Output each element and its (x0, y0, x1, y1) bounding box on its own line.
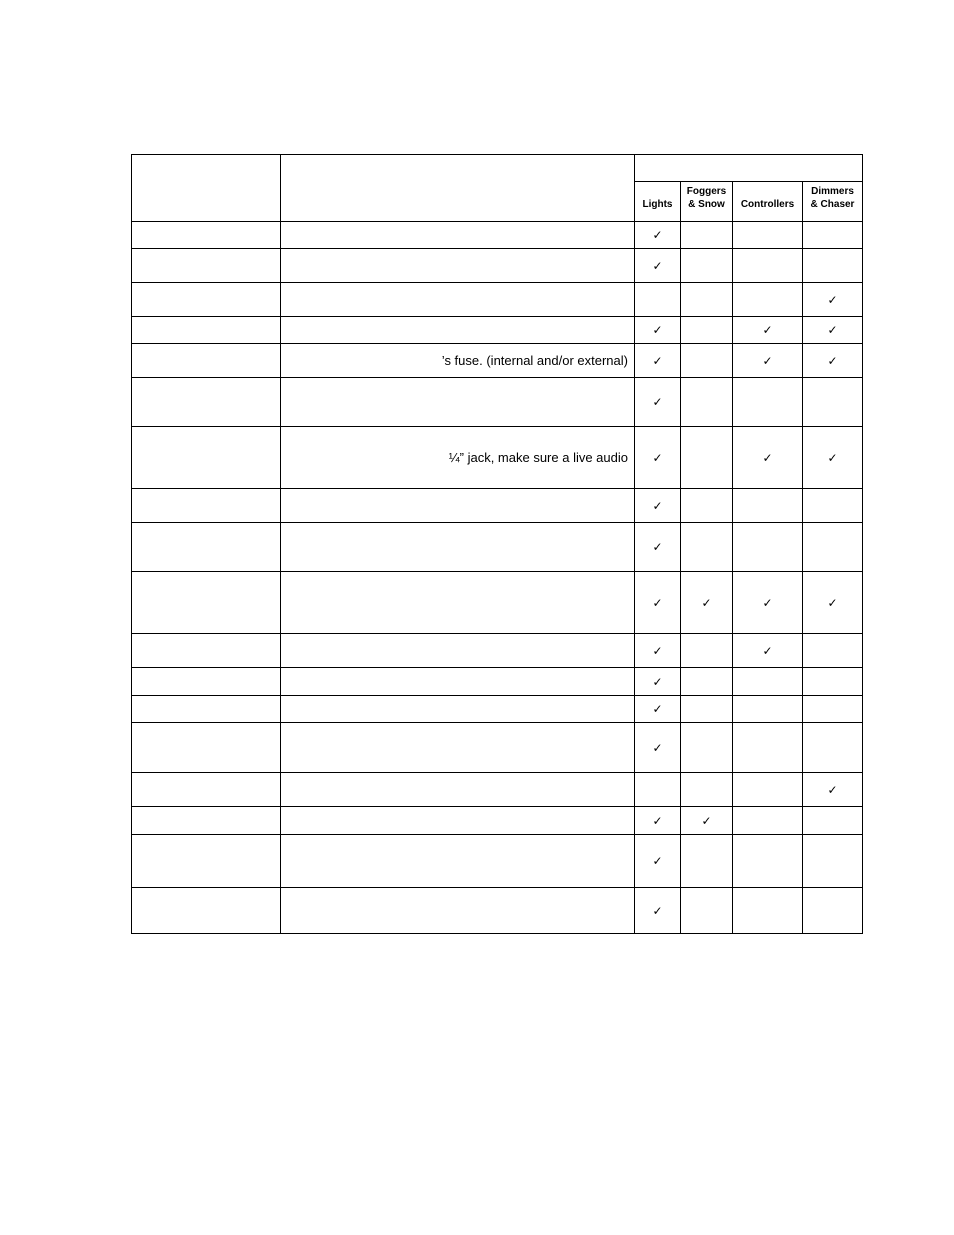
solution-cell (281, 378, 635, 427)
check-cell (635, 668, 681, 696)
check-mark-icon: ✓ (762, 353, 773, 368)
header-cell-product-group (635, 155, 863, 182)
check-cell (681, 427, 733, 489)
problem-cell (132, 378, 281, 427)
solution-cell (281, 489, 635, 523)
table-row (132, 378, 863, 427)
table-row (132, 835, 863, 888)
table-row (132, 249, 863, 283)
check-cell (733, 888, 803, 934)
check-cell (803, 696, 863, 723)
check-cell (681, 807, 733, 835)
check-cell (733, 344, 803, 378)
check-mark-icon: ✓ (652, 674, 663, 689)
check-cell (635, 378, 681, 427)
check-cell (681, 696, 733, 723)
check-cell (733, 572, 803, 634)
problem-cell (132, 773, 281, 807)
check-mark-icon: ✓ (652, 395, 663, 409)
check-cell (803, 572, 863, 634)
check-cell (681, 283, 733, 317)
table-row (132, 634, 863, 668)
check-cell (635, 696, 681, 723)
check-cell (635, 427, 681, 489)
check-cell (803, 283, 863, 317)
check-cell (681, 773, 733, 807)
check-mark-icon: ✓ (827, 323, 838, 337)
problem-cell (132, 222, 281, 249)
check-mark-icon: ✓ (652, 595, 663, 610)
check-cell (681, 489, 733, 523)
check-cell (681, 572, 733, 634)
table-row (132, 807, 863, 835)
problem-cell (132, 523, 281, 572)
problem-cell (132, 807, 281, 835)
check-cell (803, 222, 863, 249)
check-cell (803, 317, 863, 344)
check-mark-icon: ✓ (652, 740, 663, 755)
problem-cell (132, 427, 281, 489)
problem-cell (132, 344, 281, 378)
solution-cell (281, 317, 635, 344)
check-mark-icon: ✓ (762, 595, 773, 610)
check-cell (681, 634, 733, 668)
column-header-lights: Lights (635, 182, 681, 222)
solution-cell (281, 283, 635, 317)
solution-cell (281, 222, 635, 249)
table-row (132, 489, 863, 523)
table-row (132, 696, 863, 723)
check-cell (803, 427, 863, 489)
check-cell (803, 634, 863, 668)
check-cell (733, 723, 803, 773)
troubleshooting-table (131, 154, 863, 934)
check-cell (635, 283, 681, 317)
solution-cell (281, 807, 635, 835)
check-cell (803, 888, 863, 934)
table-row (132, 572, 863, 634)
header-row-top (132, 155, 863, 182)
check-mark-icon: ✓ (827, 292, 838, 307)
table-row (132, 723, 863, 773)
problem-cell (132, 723, 281, 773)
solution-cell (281, 249, 635, 283)
check-cell (803, 344, 863, 378)
check-mark-icon: ✓ (701, 595, 712, 610)
check-mark-icon: ✓ (652, 702, 663, 716)
check-cell (635, 888, 681, 934)
problem-cell (132, 888, 281, 934)
check-cell (681, 668, 733, 696)
check-mark-icon: ✓ (652, 498, 663, 513)
problem-cell (132, 283, 281, 317)
solution-cell (281, 634, 635, 668)
check-cell (733, 249, 803, 283)
check-cell (635, 723, 681, 773)
check-cell (635, 317, 681, 344)
column-header-foggers (681, 182, 733, 222)
check-cell (803, 523, 863, 572)
solution-cell: ¼” jack, make sure a live audio (281, 427, 635, 489)
table-row (132, 427, 863, 489)
problem-cell (132, 668, 281, 696)
solution-cell (281, 835, 635, 888)
column-header-dimmers (803, 182, 863, 222)
solution-cell: ’s fuse. (internal and/or external) (281, 344, 635, 378)
table-row (132, 283, 863, 317)
check-cell (733, 807, 803, 835)
check-cell (803, 489, 863, 523)
check-mark-icon: ✓ (652, 228, 663, 242)
check-cell (733, 427, 803, 489)
check-mark-icon: ✓ (652, 540, 663, 554)
check-cell (733, 835, 803, 888)
check-cell (681, 249, 733, 283)
check-cell (803, 773, 863, 807)
check-mark-icon: ✓ (652, 258, 663, 273)
check-cell (635, 572, 681, 634)
check-cell (733, 283, 803, 317)
solution-cell (281, 773, 635, 807)
check-cell (681, 835, 733, 888)
check-mark-icon: ✓ (827, 782, 838, 797)
check-cell (635, 222, 681, 249)
check-cell (681, 378, 733, 427)
product-table (131, 154, 862, 934)
check-cell (635, 807, 681, 835)
header-cell-problem (132, 155, 281, 222)
check-cell (681, 888, 733, 934)
check-mark-icon: ✓ (827, 353, 838, 368)
check-mark-icon: ✓ (652, 903, 663, 918)
check-cell (635, 835, 681, 888)
problem-cell (132, 572, 281, 634)
table-row (132, 222, 863, 249)
solution-cell (281, 696, 635, 723)
solution-cell (281, 572, 635, 634)
problem-cell (132, 634, 281, 668)
check-cell (803, 835, 863, 888)
check-mark-icon: ✓ (827, 450, 838, 465)
check-mark-icon: ✓ (652, 353, 663, 368)
solution-cell (281, 888, 635, 934)
table-row (132, 668, 863, 696)
check-cell (733, 668, 803, 696)
check-cell (803, 807, 863, 835)
check-mark-icon: ✓ (652, 450, 663, 465)
table-row (132, 317, 863, 344)
check-cell (733, 222, 803, 249)
check-cell (733, 634, 803, 668)
check-mark-icon: ✓ (652, 323, 663, 337)
problem-cell (132, 835, 281, 888)
check-cell (733, 378, 803, 427)
check-cell (733, 489, 803, 523)
check-mark-icon: ✓ (762, 323, 773, 337)
check-cell (803, 378, 863, 427)
problem-cell (132, 317, 281, 344)
table-row (132, 888, 863, 934)
table-row (132, 773, 863, 807)
table-row (132, 523, 863, 572)
table-row (132, 344, 863, 378)
check-cell (681, 344, 733, 378)
check-mark-icon: ✓ (652, 813, 663, 828)
check-cell (733, 696, 803, 723)
check-cell (803, 723, 863, 773)
check-cell (733, 523, 803, 572)
check-cell (681, 222, 733, 249)
check-cell (803, 668, 863, 696)
check-cell (635, 249, 681, 283)
solution-cell (281, 523, 635, 572)
check-mark-icon: ✓ (652, 854, 663, 868)
problem-cell (132, 249, 281, 283)
check-cell (635, 773, 681, 807)
solution-cell (281, 668, 635, 696)
check-cell (635, 489, 681, 523)
check-mark-icon: ✓ (652, 643, 663, 658)
check-mark-icon: ✓ (701, 813, 712, 828)
check-cell (681, 723, 733, 773)
check-cell (803, 249, 863, 283)
check-cell (681, 523, 733, 572)
column-header-controllers: Controllers (733, 182, 803, 222)
column-header-foggers-label: Foggers & Snow (686, 186, 727, 210)
problem-cell (132, 696, 281, 723)
check-cell (733, 317, 803, 344)
problem-cell (132, 489, 281, 523)
check-mark-icon: ✓ (762, 643, 773, 658)
check-mark-icon: ✓ (827, 595, 838, 610)
check-cell (681, 317, 733, 344)
check-mark-icon: ✓ (762, 450, 773, 465)
solution-cell (281, 723, 635, 773)
column-header-dimmers-label: Dimmers & Chaser (810, 186, 855, 210)
check-cell (635, 634, 681, 668)
check-cell (635, 344, 681, 378)
check-cell (733, 773, 803, 807)
check-cell (635, 523, 681, 572)
header-cell-solution (281, 155, 635, 222)
